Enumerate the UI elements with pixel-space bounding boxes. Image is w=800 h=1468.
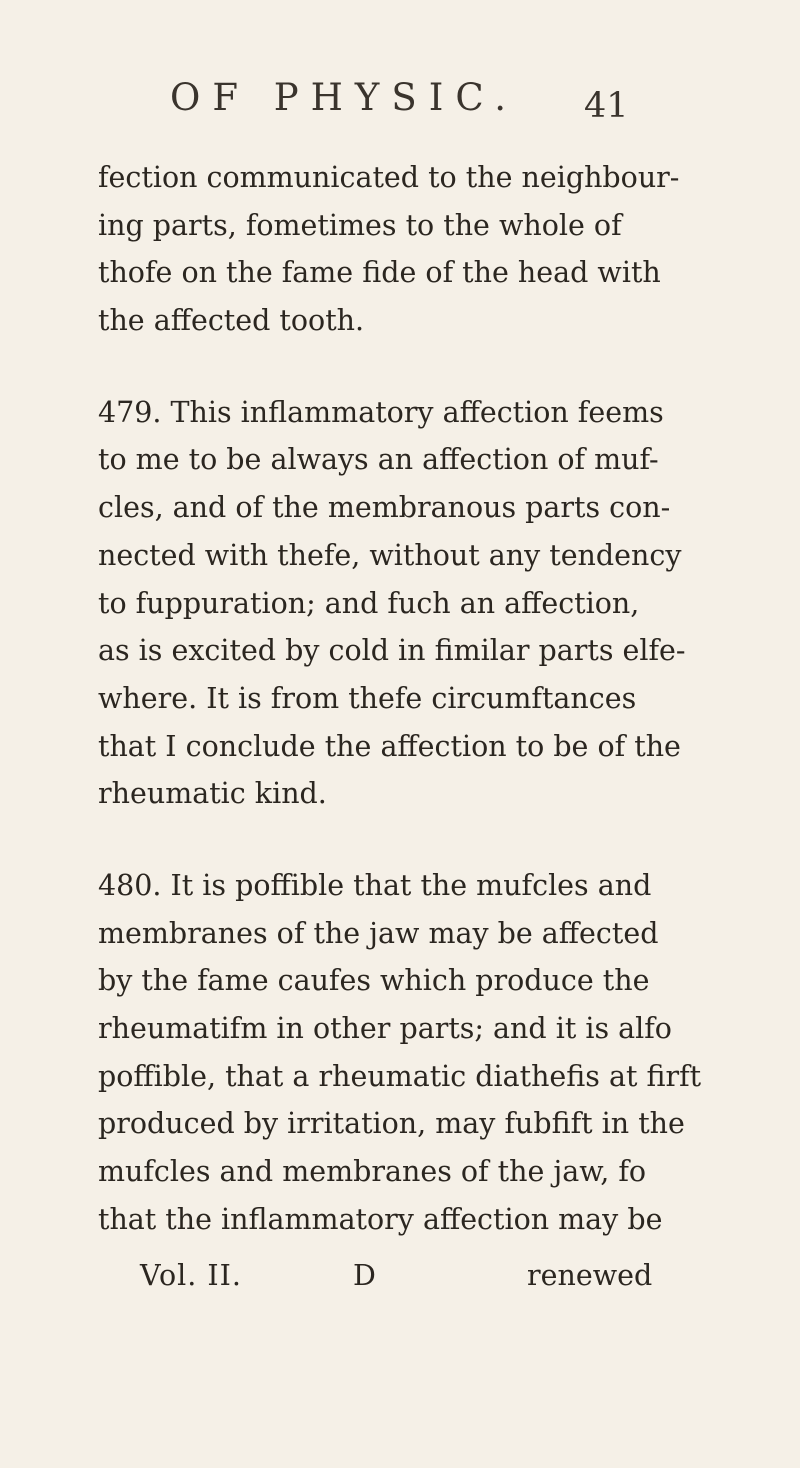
text-line: rheumatic kind.: [98, 777, 327, 811]
text-line: nected with thefe, without any tendency: [98, 538, 682, 572]
text-line: that the inflammatory affection may be: [98, 1202, 663, 1236]
text-line: where. It is from thefe circumftances: [98, 681, 637, 715]
text-line: to me to be always an affection of muf-: [98, 443, 659, 477]
text-line: membranes of the jaw may be affected: [98, 916, 659, 950]
page-number: 41: [584, 86, 629, 126]
text-line: mufcles and membranes of the jaw, fo: [98, 1155, 647, 1189]
text-line: ing parts, fometimes to the whole of: [98, 208, 622, 242]
catchword: renewed: [527, 1259, 653, 1292]
paragraph-gap: [98, 818, 698, 862]
text-line: 479. This inflammatory affection feems: [98, 395, 664, 429]
running-head: OF PHYSIC.: [170, 76, 519, 119]
text-line: to fuppuration; and fuch an affection,: [98, 586, 640, 620]
signature-mark: D: [353, 1259, 376, 1292]
page-footer: [140, 1254, 700, 1298]
text-line: 480. It is poffible that the mufcles and: [98, 868, 652, 902]
text-line: rheumatifm in other parts; and it is alfo: [98, 1012, 672, 1045]
text-line: by the fame caufes which produce the: [98, 964, 650, 998]
text-line: cles, and of the membranous parts con-: [98, 491, 671, 525]
text-line: fection communicated to the neighbour-: [98, 161, 680, 194]
volume-mark: Vol. II.: [140, 1259, 242, 1292]
text-line: the affected tooth.: [98, 304, 365, 338]
text-line: as is excited by cold in fimilar parts elfe-: [98, 634, 686, 668]
text-line: that I conclude the affection to be of the: [98, 729, 681, 763]
page-header: [170, 76, 670, 136]
text-line: thofe on the fame fide of the head with: [98, 256, 661, 290]
body-text: [98, 154, 702, 1243]
text-line: poffible, that a rheumatic diathefis at firft: [98, 1059, 702, 1093]
paragraph-gap: [98, 345, 698, 389]
text-line: produced by irritation, may fubfift in the: [98, 1107, 685, 1141]
